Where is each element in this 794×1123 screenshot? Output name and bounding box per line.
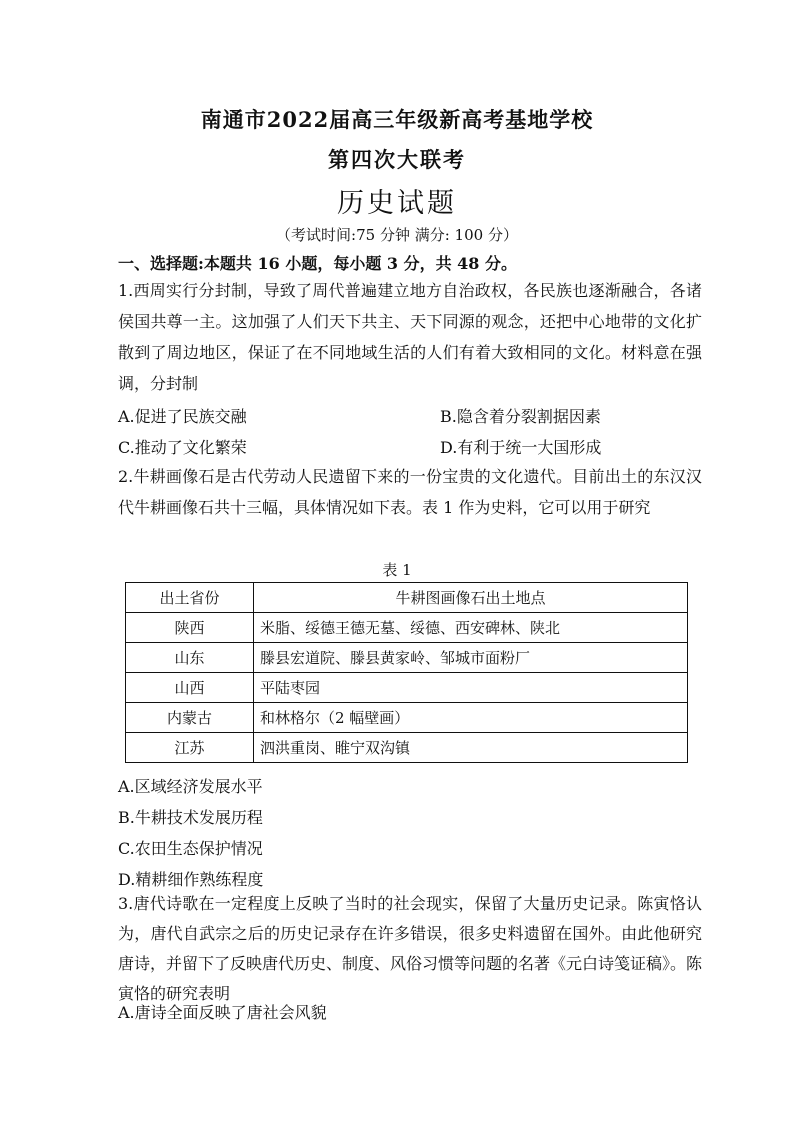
exam-title-subject: 历史试题 (337, 188, 457, 219)
table-row (126, 613, 688, 643)
question-1-option-d: D.有利于统一大国形成 (440, 438, 602, 457)
question-1-option-b: B.隐含着分裂割据因素 (440, 407, 601, 426)
table-row (126, 673, 688, 703)
question-2-option-d: D.精耕细作熟练程度 (118, 870, 264, 889)
question-3-stem: 3.唐代诗歌在一定程度上反映了当时的社会现实，保留了大量历史记录。陈寅恪认为，唐代自武宗之后的历史记录存在许多错误，很多史料遗留在国外。由此他研究唐诗，并留下了反映唐代历史、制度、风俗习惯等问题的名著《元白诗笺证稿》。陈寅恪的研究表明 (118, 894, 703, 1003)
question-2-option-a: A.区域经济发展水平 (118, 777, 263, 796)
question-2-option-b: B.牛耕技术发展历程 (118, 808, 263, 827)
table-cell-province: 江苏 (126, 733, 254, 763)
table-caption: 表 1 (382, 561, 412, 579)
excavation-table (125, 582, 688, 763)
question-1-stem: 1.西周实行分封制，导致了周代普遍建立地方自治政权，各民族也逐渐融合，各诸侯国共尊一主。这加强了人们天下共主、天下同源的观念，还把中心地带的文化扩散到了周边地区，保证了在不同地域生活的人们有着大致相同的文化。材料意在强调，分封制 (118, 281, 702, 393)
question-1-option-c: C.推动了文化繁荣 (118, 438, 247, 457)
table-row (126, 643, 688, 673)
question-2-stem: 2.牛耕画像石是古代劳动人民遗留下来的一份宝贵的文化遗代。目前出土的东汉汉代牛耕画像石共十三幅，具体情况如下表。表 1 作为史料，它可以用于研究 (118, 467, 702, 517)
table-cell-province: 山西 (126, 673, 254, 703)
table-cell-province: 山东 (126, 643, 254, 673)
table-header-cell: 出土省份 (126, 583, 254, 613)
table-cell-sites: 平陆枣园 (254, 673, 688, 703)
question-3-option-a: A.唐诗全面反映了唐社会风貌 (118, 1003, 327, 1022)
exam-title-school: 南通市2022届高三年级新高考基地学校 (200, 107, 594, 132)
table-cell-sites: 和林格尔（2 幅壁画） (254, 703, 688, 733)
exam-title-round: 第四次大联考 (328, 147, 466, 172)
table-header-cell: 牛耕图画像石出土地点 (254, 583, 688, 613)
exam-info: （考试时间:75 分钟 满分: 100 分） (276, 226, 518, 244)
table-cell-sites: 滕县宏道院、滕县黄家岭、邹城市面粉厂 (254, 643, 688, 673)
table-cell-sites: 泗洪重岗、睢宁双沟镇 (254, 733, 688, 763)
table-row (126, 703, 688, 733)
table-cell-province: 内蒙古 (126, 703, 254, 733)
question-1-option-a: A.促进了民族交融 (118, 407, 247, 426)
question-2-option-c: C.农田生态保护情况 (118, 839, 263, 858)
table-row (126, 733, 688, 763)
table-cell-sites: 米脂、绥德王德无墓、绥德、西安碑林、陕北 (254, 613, 688, 643)
table-header-row (126, 583, 688, 613)
section-heading: 一、选择题:本题共 16 小题，每小题 3 分，共 48 分。 (118, 254, 517, 273)
table-cell-province: 陕西 (126, 613, 254, 643)
